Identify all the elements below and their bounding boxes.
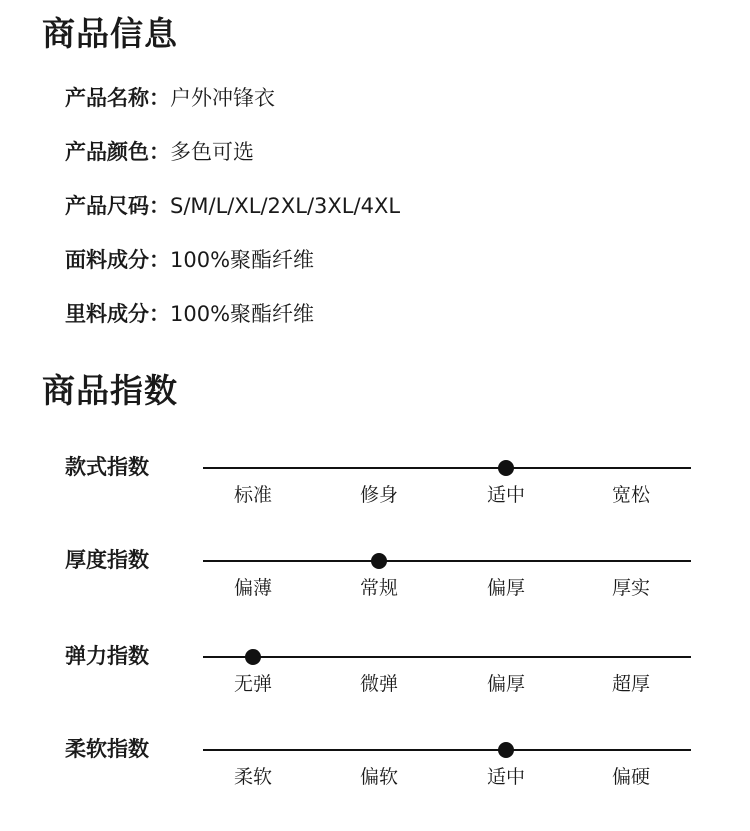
info-label: 面料成分：: [65, 248, 170, 272]
scale-label: 柔软指数: [65, 737, 149, 761]
scale-label: 厚度指数: [65, 548, 149, 572]
info-row-color: [65, 138, 254, 166]
scale-track: [203, 656, 691, 658]
scale-option: 偏薄: [233, 577, 272, 599]
scale-indicator-dot: [498, 460, 514, 476]
scale-option: 无弹: [233, 673, 272, 695]
info-row-lining: [65, 300, 314, 328]
scale-label: 款式指数: [65, 455, 149, 479]
softness-index-scale: [0, 735, 750, 795]
scale-option: 标准: [233, 484, 272, 506]
scale-label: 弹力指数: [65, 644, 149, 668]
scale-option: 常规: [359, 577, 398, 599]
info-value: 100%聚酯纤维: [170, 248, 315, 272]
thickness-index-scale: [0, 546, 750, 606]
scale-option: 适中: [486, 484, 525, 506]
info-value: 户外冲锋衣: [170, 86, 275, 110]
info-value: 100%聚酯纤维: [170, 302, 315, 326]
scale-option: 偏厚: [486, 577, 525, 599]
info-row-name: [65, 84, 275, 112]
product-index-title: 商品指数: [42, 371, 178, 410]
scale-option: 厚实: [611, 577, 650, 599]
scale-option: 修身: [359, 484, 398, 506]
scale-option: 微弹: [359, 673, 398, 695]
scale-option: 柔软: [233, 766, 272, 788]
scale-option: 偏厚: [486, 673, 525, 695]
product-info-title: 商品信息: [42, 14, 178, 53]
style-index-scale: [0, 453, 750, 513]
scale-option: 偏软: [359, 766, 398, 788]
scale-track: [203, 560, 691, 562]
info-row-fabric: [65, 246, 314, 274]
scale-option: 适中: [486, 766, 525, 788]
info-value: 多色可选: [170, 140, 254, 164]
scale-track: [203, 467, 691, 469]
info-label: 产品颜色：: [65, 140, 170, 164]
scale-option: 偏硬: [611, 766, 650, 788]
info-value: S/M/L/XL/2XL/3XL/4XL: [170, 194, 401, 218]
info-label: 里料成分：: [65, 302, 170, 326]
info-label: 产品尺码：: [65, 194, 170, 218]
scale-indicator-dot: [498, 742, 514, 758]
scale-track: [203, 749, 691, 751]
info-label: 产品名称：: [65, 86, 170, 110]
info-row-size: [65, 192, 400, 220]
elasticity-index-scale: [0, 642, 750, 702]
scale-option: 超厚: [611, 673, 650, 695]
scale-option: 宽松: [611, 484, 650, 506]
scale-indicator-dot: [245, 649, 261, 665]
scale-indicator-dot: [371, 553, 387, 569]
